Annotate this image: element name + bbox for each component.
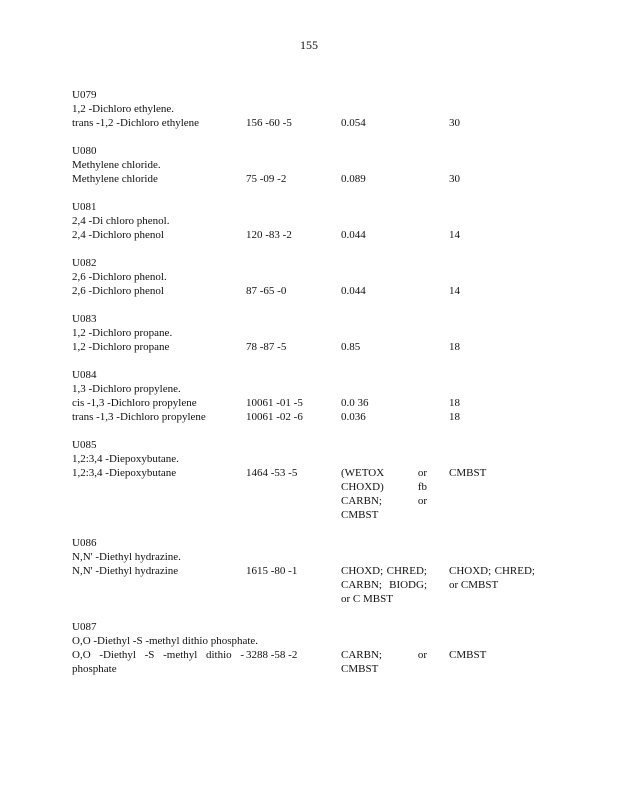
entry-u080	[72, 144, 552, 186]
cas-number: 156 -60 -5	[246, 117, 292, 129]
waste-description: O,O -Diethyl -S -methyl dithio phosphate.	[72, 635, 259, 647]
constituent-row	[72, 284, 552, 298]
nonwastewater-standard: 14	[449, 229, 460, 241]
entry-u083	[72, 312, 552, 354]
nonwastewater-standard: 30	[449, 117, 460, 129]
waste-code: U080	[72, 145, 97, 157]
waste-code: U087	[72, 621, 97, 633]
wastewater-standard: 0.036	[341, 411, 366, 423]
waste-description: 2,6 -Dichloro phenol.	[72, 271, 167, 283]
constituent-name: 2,6 -Dichloro phenol	[72, 285, 164, 297]
entry-u081	[72, 200, 552, 242]
constituent-name: cis -1,3 -Dichloro propylene	[72, 397, 197, 409]
constituent-name: Methylene chloride	[72, 173, 158, 185]
nonwastewater-standard: CMBST	[449, 649, 487, 661]
wastewater-standard: 0.044	[341, 229, 366, 241]
constituent-row	[72, 116, 552, 130]
waste-description: 1,2:3,4 -Diepoxybutane.	[72, 453, 179, 465]
constituent-name: trans -1,3 -Dichloro propylene	[72, 411, 206, 423]
constituent-row	[72, 564, 552, 606]
waste-description: 1,2 -Dichloro ethylene.	[72, 103, 175, 115]
nonwastewater-standard: 18	[449, 397, 460, 409]
constituent-name: O,O -Diethyl -S -methyl dithio - phosphate	[72, 649, 244, 675]
entry-u082	[72, 256, 552, 298]
constituent-name: trans -1,2 -Dichloro ethylene	[72, 117, 200, 129]
wastewater-standard: 0.85	[341, 341, 361, 353]
cas-number: 87 -65 -0	[246, 285, 287, 297]
nonwastewater-standard: CMBST	[449, 467, 487, 479]
cas-number: 120 -83 -2	[246, 229, 292, 241]
constituent-row	[72, 172, 552, 186]
entry-u085	[72, 438, 552, 522]
cas-number: 3288 -58 -2	[246, 649, 298, 661]
waste-description: 1,3 -Dichloro propylene.	[72, 383, 181, 395]
wastewater-standard: 0.089	[341, 173, 366, 185]
waste-code: U086	[72, 537, 97, 549]
constituent-row	[72, 228, 552, 242]
constituent-name: N,N' -Diethyl hydrazine	[72, 565, 179, 577]
cas-number: 78 -87 -5	[246, 341, 287, 353]
constituent-name: 2,4 -Dichloro phenol	[72, 229, 164, 241]
cas-number: 1615 -80 -1	[246, 565, 298, 577]
nonwastewater-standard: 14	[449, 285, 460, 297]
waste-description: N,N' -Diethyl hydrazine.	[72, 551, 181, 563]
nonwastewater-standard: 18	[449, 411, 460, 423]
constituent-name: 1,2:3,4 -Diepoxybutane	[72, 467, 177, 479]
waste-code: U085	[72, 439, 97, 451]
wastewater-standard: 0.054	[341, 117, 366, 129]
nonwastewater-standard: 18	[449, 341, 460, 353]
entry-u084	[72, 368, 552, 424]
waste-code-list	[72, 88, 552, 690]
constituent-name: 1,2 -Dichloro propane	[72, 341, 170, 353]
cas-number: 10061 -01 -5	[246, 397, 303, 409]
constituent-row	[72, 648, 552, 676]
entry-u086	[72, 536, 552, 606]
waste-description: 1,2 -Dichloro propane.	[72, 327, 173, 339]
wastewater-standard: (WETOX or CHOXD) fb CARBN; or CMBST	[341, 467, 427, 521]
constituent-row	[72, 396, 552, 410]
cas-number: 1464 -53 -5	[246, 467, 298, 479]
waste-code: U081	[72, 201, 97, 213]
waste-description: 2,4 -Di chloro phenol.	[72, 215, 170, 227]
wastewater-standard: 0.044	[341, 285, 366, 297]
constituent-row	[72, 410, 552, 424]
waste-code: U082	[72, 257, 97, 269]
wastewater-standard: CHOXD; CHRED; CARBN; BIODG; or C MBST	[341, 565, 427, 605]
nonwastewater-standard: CHOXD; CHRED; or CMBST	[449, 565, 535, 591]
constituent-row	[72, 340, 552, 354]
wastewater-standard: CARBN; or CMBST	[341, 649, 427, 675]
waste-code: U079	[72, 89, 97, 101]
waste-code: U084	[72, 369, 97, 381]
waste-description: Methylene chloride.	[72, 159, 161, 171]
nonwastewater-standard: 30	[449, 173, 460, 185]
page-number: 155	[300, 38, 318, 52]
wastewater-standard: 0.0 36	[341, 397, 369, 409]
cas-number: 10061 -02 -6	[246, 411, 303, 423]
entry-u079	[72, 88, 552, 130]
entry-u087	[72, 620, 552, 676]
cas-number: 75 -09 -2	[246, 173, 287, 185]
waste-code: U083	[72, 313, 97, 325]
constituent-row	[72, 466, 552, 522]
